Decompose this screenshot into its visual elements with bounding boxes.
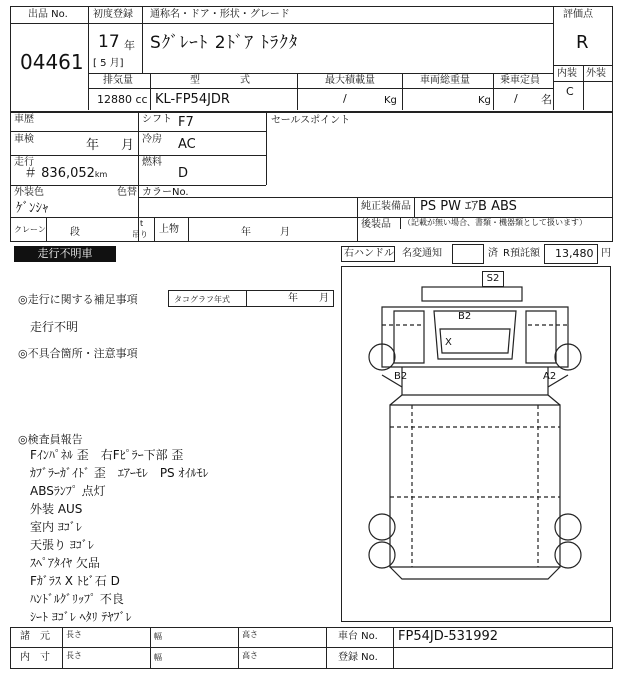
model-value: KL-FP54JDR [155, 92, 230, 107]
max-load-unit: Kg [384, 95, 397, 106]
running-title: ◎走行に関する補足事項 [18, 293, 138, 306]
crane-stage: 段 [70, 227, 80, 238]
aftermarket-label: 後装品 [361, 219, 391, 230]
capacity-label: 乗車定員 [500, 75, 540, 86]
ac-label: 冷房 [142, 134, 162, 145]
reg-year-unit: 年 [124, 39, 135, 52]
crane-label: クレーン [14, 225, 46, 234]
recycle-amount: 13,480 [555, 247, 594, 260]
inspection-month-unit: 月 [121, 138, 135, 153]
ext-color-value: ｹﾞﾝｼｬ [16, 201, 49, 216]
equipment-value: PS PW ｴｱB ABS [420, 199, 517, 214]
max-load-value: / [343, 92, 347, 105]
height-label-2: 高さ [242, 651, 258, 660]
vehicle-name: Sｸﾞﾚｰﾄ 2ﾄﾞｱ ﾄﾗｸﾀ [150, 33, 299, 53]
lot-label: 出品 No. [28, 9, 68, 20]
chassis-number: FP54JD-531992 [398, 629, 499, 644]
truck-outline [342, 267, 610, 621]
mark-b2-roof: B2 [458, 311, 472, 322]
height-label: 高さ [242, 630, 258, 639]
aftermarket-note: （記載が無い場合、書類・機器類として扱います） [403, 218, 587, 227]
mileage-value: ＃ 836,052km [24, 166, 108, 181]
report-line: ｶﾌﾞﾗｰｶﾞｲﾄﾞ 歪 ｴｱｰﾓﾚ PS ｵｲﾙﾓﾚ [30, 466, 209, 480]
color-code-label: カラーNo. [142, 187, 189, 198]
recycle-label: R預託額 [503, 248, 540, 259]
name-change-box [452, 244, 484, 264]
length-label: 長さ [66, 630, 82, 639]
length-label-2: 長さ [66, 651, 82, 660]
tax-label: 済 [488, 248, 498, 259]
mark-s2: S2 [482, 271, 504, 287]
max-load-label: 最大積載量 [325, 75, 375, 86]
footer-frame [10, 627, 613, 669]
interior-score: C [566, 85, 574, 98]
score-value: R [576, 32, 589, 53]
displacement-label: 排気量 [103, 75, 133, 86]
exterior-label: 外装 [586, 68, 606, 79]
capacity-unit: 名 [541, 93, 552, 106]
inspection-year-unit: 年 [86, 138, 100, 153]
mileage-label: 走行 [14, 157, 34, 168]
reg-year: 17 [98, 32, 120, 52]
upper-month-unit: 月 [280, 227, 290, 238]
chassis-label: 車台 No. [338, 631, 378, 642]
color-no-label: 色替 [117, 187, 137, 198]
gross-weight-unit: Kg [478, 95, 491, 106]
ac-value: AC [178, 137, 196, 152]
history-label: 車歴 [14, 114, 34, 125]
width-label-2: 幅 [154, 653, 162, 662]
defects-title: ◎不具合箇所・注意事項 [18, 347, 138, 360]
report-line: ｼｰﾄ ﾖｺﾞﾚ ﾍﾀﾘ ﾃﾔﾌﾞﾚ [30, 610, 132, 624]
running-note: 走行不明 [30, 320, 79, 334]
interior-dim-label: 内 寸 [20, 652, 50, 663]
fuel-value: D [178, 166, 189, 181]
registration-label: 登録 No. [338, 652, 378, 663]
report-line: ﾊﾝﾄﾞﾙｸﾞﾘｯﾌﾟ 不良 [30, 592, 124, 606]
sales-point-label: セールスポイント [271, 115, 351, 126]
shift-value: F7 [178, 115, 194, 130]
report-line: ｽﾍﾟｱﾀｲﾔ 欠品 [30, 556, 100, 570]
first-reg-label: 初度登録 [93, 9, 133, 20]
name-change-label: 名変通知 [402, 248, 442, 259]
lot-number: 04461 [20, 50, 84, 74]
inspector-title: ◎検査員報告 [18, 433, 83, 446]
right-hand-label: 右ハンドル [344, 248, 394, 259]
tachograph-label: タコグラフ年式 [174, 295, 230, 304]
report-line: Fｶﾞﾗｽ X ﾄﾋﾞ石 D [30, 574, 120, 588]
not-running-badge: 走行不明車 [14, 246, 116, 262]
report-line: 外装 AUS [30, 502, 83, 516]
gross-weight-label: 車両総重量 [420, 75, 470, 86]
reg-month: [ 5 月] [93, 58, 124, 69]
dim-label: 諸 元 [20, 631, 50, 642]
interior-label: 内装 [557, 68, 577, 79]
inspection-label: 車検 [14, 134, 34, 145]
shift-label: シフト [142, 114, 172, 125]
capacity-value: / [514, 92, 518, 105]
mark-x-windshield: X [445, 337, 452, 348]
equipment-label: 純正装備品 [361, 201, 411, 212]
crane-hang: 吊り [132, 230, 148, 239]
fuel-label: 燃料 [142, 157, 162, 168]
damage-diagram [341, 266, 611, 622]
crane-ton: t [140, 219, 144, 228]
recycle-unit: 円 [601, 248, 611, 259]
score-label: 評価点 [563, 9, 593, 20]
upper-label: 上物 [159, 224, 179, 235]
report-line: ABSﾗﾝﾌﾟ 点灯 [30, 484, 106, 498]
model-label: 型 式 [190, 75, 250, 86]
report-line: 室内 ﾖｺﾞﾚ [30, 520, 82, 534]
width-label: 幅 [154, 632, 162, 641]
mark-a2-right: A2 [543, 371, 557, 382]
report-line: Fｲﾝﾊﾟﾈﾙ 歪 右Fﾋﾟﾗｰ下部 歪 [30, 448, 184, 462]
upper-year-unit: 年 [241, 227, 251, 238]
tacho-month-unit: 月 [319, 293, 329, 304]
report-line: 天張り ﾖｺﾞﾚ [30, 538, 94, 552]
name-header: 通称名・ドア・形状・グレード [150, 9, 290, 20]
mark-b2-left: B2 [394, 371, 408, 382]
ext-color-label: 外装色 [14, 187, 44, 198]
tacho-year-unit: 年 [288, 293, 298, 304]
displacement-value: 12880 cc [97, 93, 148, 106]
